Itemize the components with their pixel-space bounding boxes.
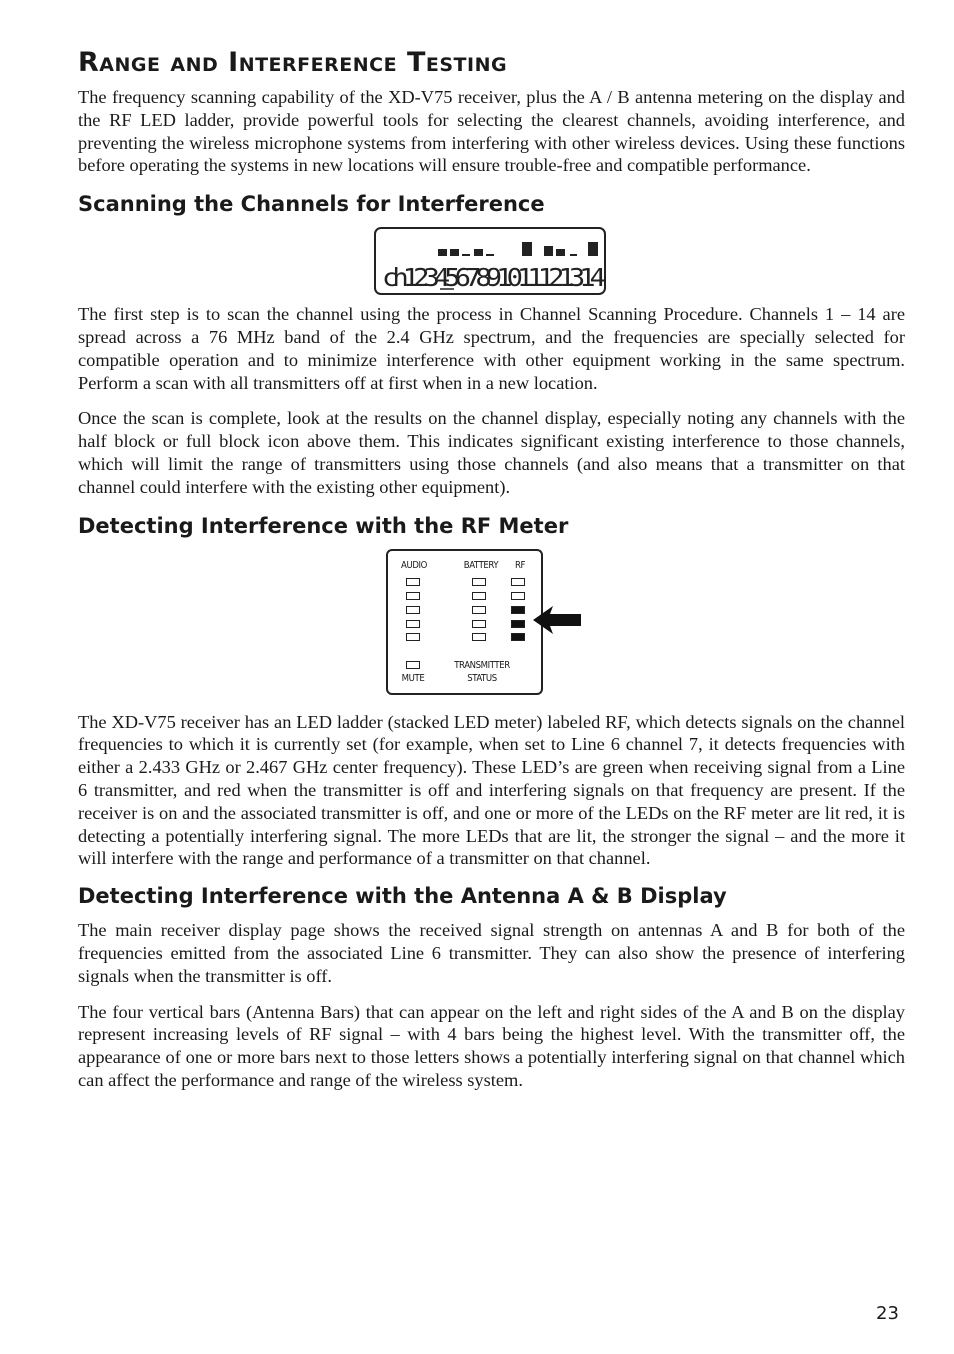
full-block-icon-ch7 [522,242,532,256]
audio-led [406,633,420,641]
block-icon-ch4 [474,249,483,256]
channel-display-figure [78,227,905,295]
rf-meter-figure [78,549,905,699]
block-icon-ch1 [438,249,447,256]
rf-led [511,620,525,628]
full-block-icon-ch13 [588,242,598,256]
scanning-paragraph-1: The first step is to scan the channel using the process in Channel Scanning Procedure. Channels 1 – 14 are spread across a 76 MHz band of the 2.4 GHz spectrum, and the frequencies are specially selected for compatible operation and to minimize interference with other equipment working in the same spectrum. Perform a scan with all transmitters off at first when in a new location. [78,304,905,393]
mute-label: MUTE [401,672,425,684]
page-title: Range and Interference Testing [78,47,508,78]
page-content [78,40,905,1105]
battery-led [472,592,486,600]
channel-lcd-display [374,227,606,295]
scanning-paragraph-2: Once the scan is complete, look at the results on the channel display, especially noting any channels with the half block or full block icon above them. This indicates significant existing interference to those channels, which will limit the range of transmitters using those channels (and also means that a transmitter on that channel could interfere with the existing other equipment). [78,408,905,497]
block-icon-ch9 [544,246,553,256]
channel-lcd-graphic [376,229,608,297]
rf-label: RF [514,559,526,571]
rf-meter-paragraph: The XD-V75 receiver has an LED ladder (stacked LED meter) labeled RF, which detects signals on the channel frequencies to which it is currently set (for example, when set to Line 6 channel 7, it detects frequencies with either a 2.433 GHz or 2.467 GHz center frequency). These LED’s are green when receiving signal from a Line 6 transmitter, and red when the transmitter is off and interfering signals on that frequency are present. If the receiver is on and the associated transmitter is off, and one or more of the LEDs on the RF meter are lit red, it is detecting a potentially interfering signal. The more LEDs that are lit, the stronger the signal – and the more it will interfere with the range and performance of a transmitter on that channel. [78,711,905,869]
rf-led [511,633,525,641]
led-meter-panel [386,549,543,695]
battery-led [472,633,486,641]
rf-led [511,578,525,586]
block-icon-ch2 [450,249,459,256]
battery-label: BATTERY [463,559,499,571]
interference-block-icons [438,242,598,256]
rf-led [511,606,525,614]
mute-led [406,661,420,669]
dash-icon-ch5 [486,254,494,256]
left-arrow-icon [531,603,583,637]
audio-led [406,620,420,628]
antenna-paragraph-2: The four vertical bars (Antenna Bars) that can appear on the left and right sides of the A and B on the display represent increasing levels of RF signal – with 4 bars being the highest level. With the transmitter off, the appearance of one or more bars next to those letters shows a potentially interfering signal on that channel which can affect the performance and range of the wireless system. [78,1001,905,1090]
battery-led [472,578,486,586]
transmitter-status-label: TRANSMITTER STATUS [454,659,510,684]
section-heading-scanning: Scanning the Channels for Interference [78,192,545,217]
dash-icon-ch11 [570,254,577,256]
page-number: 23 [876,1303,899,1324]
battery-led [472,606,486,614]
dash-icon-ch3 [462,254,470,256]
audio-led [406,592,420,600]
rf-led [511,592,525,600]
audio-led [406,578,420,586]
section-heading-rf-meter: Detecting Interference with the RF Meter [78,513,569,538]
audio-led [406,606,420,614]
channel-number-row: ch1234567891011121314 [382,263,605,293]
antenna-paragraph-1: The main receiver display page shows the received signal strength on antennas A and B for both of the frequencies emitted from the associated Line 6 transmitter. They can also show the presence of interfering signals when the transmitter is off. [78,920,905,986]
section-heading-antenna: Detecting Interference with the Antenna A & B Display [78,884,727,909]
audio-label: AUDIO [401,559,427,571]
battery-led [472,620,486,628]
block-icon-ch10 [556,249,565,256]
intro-paragraph: The frequency scanning capability of the XD-V75 receiver, plus the A / B antenna metering on the display and the RF LED ladder, provide powerful tools for selecting the clearest channels, avoiding interference, and preventing the wireless microphone systems from interfering with other wireless devices. Using these functions before operating the systems in new locations will ensure trouble-free and compatible performance. [78,87,905,176]
